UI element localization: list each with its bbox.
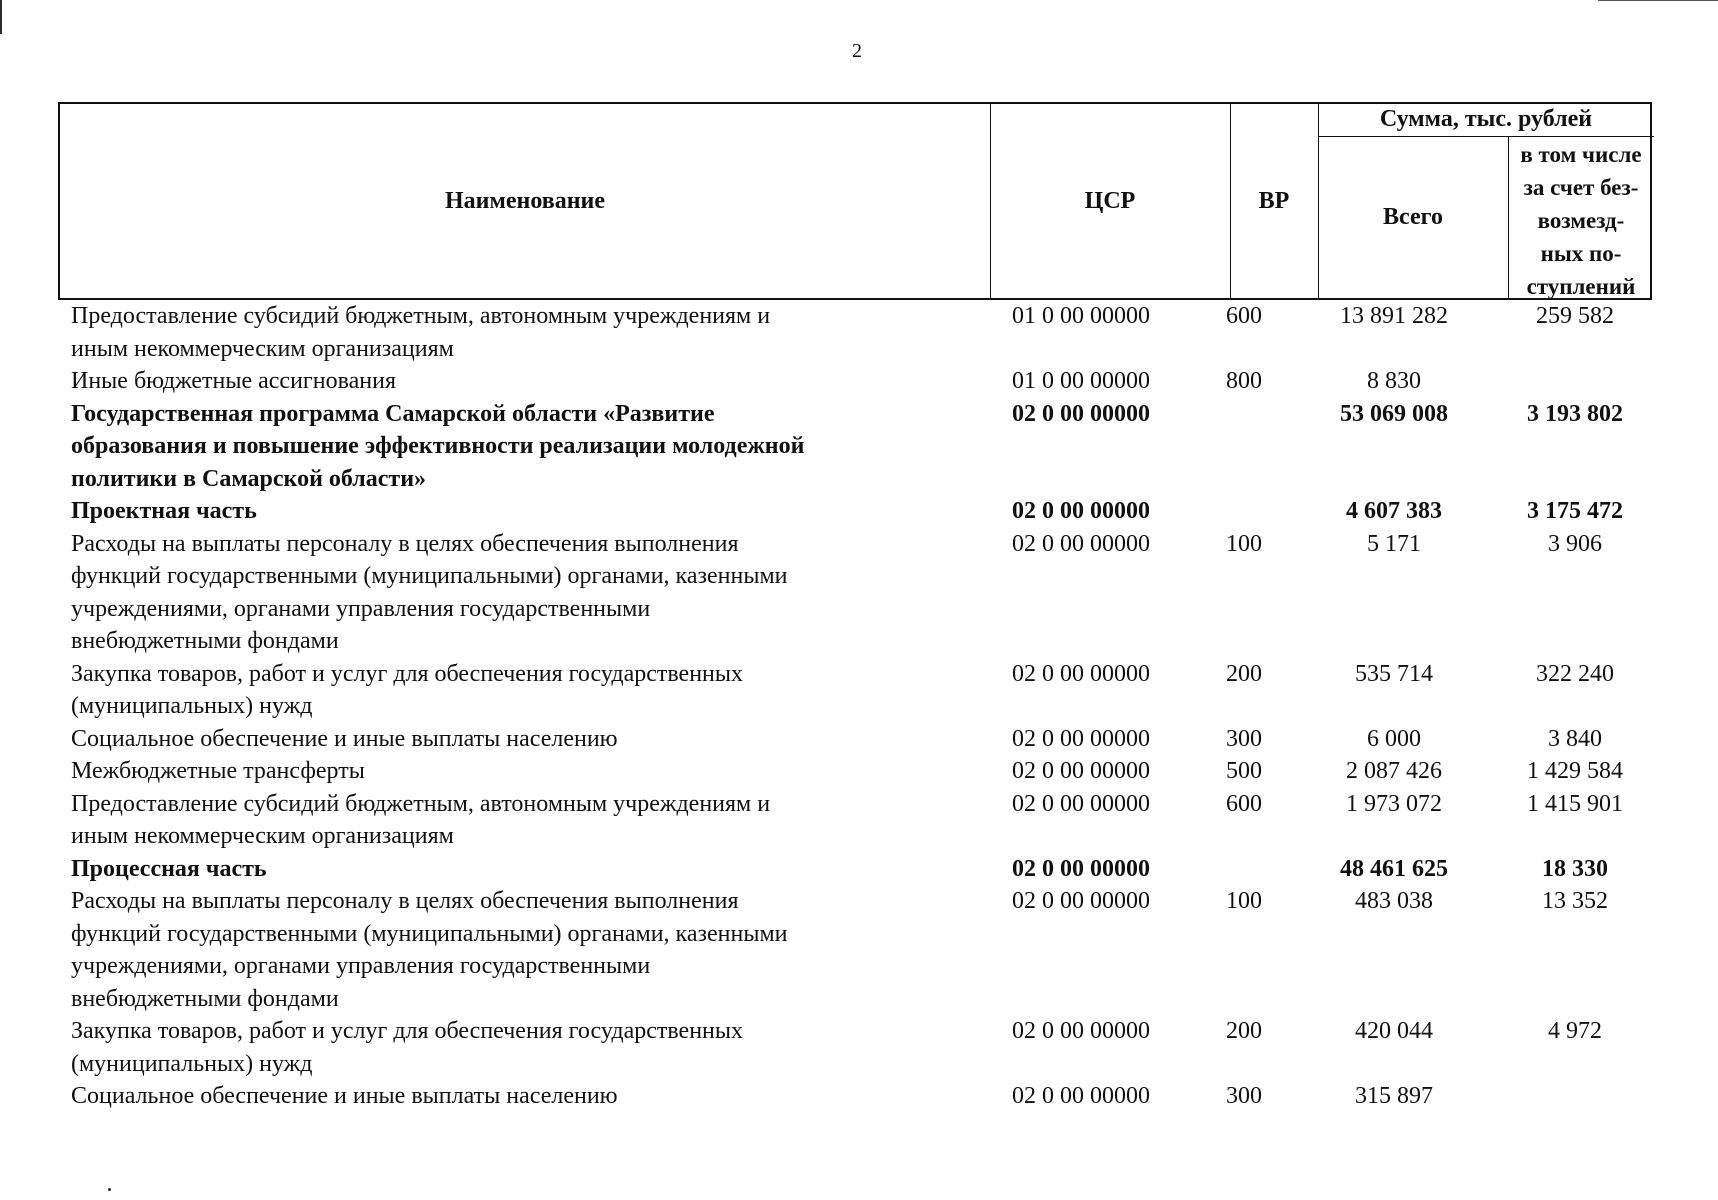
cell-vr: 200	[1226, 1018, 1262, 1044]
table-body	[58, 300, 1652, 1113]
cell-total: 315 897	[1355, 1083, 1433, 1109]
cell-vr: 200	[1226, 660, 1262, 687]
cell-name-line: функций государственными (муниципальными) органами, казенными	[71, 563, 788, 589]
cell-free: 259 582	[1536, 303, 1614, 329]
cell-name-line: Закупка товаров, работ и услуг для обеспечения государственных	[71, 660, 744, 687]
cell-name-line: иным некоммерческим организациям	[71, 335, 454, 362]
cell-total: 2 087 426	[1346, 758, 1442, 784]
cell-total: 8 830	[1367, 368, 1421, 394]
cell-total: 53 069 008	[1340, 400, 1448, 427]
cell-name-line: Процессная часть	[71, 855, 267, 882]
cell-name-line: Расходы на выплаты персоналу в целях обеспечения выполнения	[71, 888, 739, 914]
cell-total: 13 891 282	[1340, 303, 1448, 329]
cell-free: 4 972	[1548, 1018, 1602, 1044]
cell-name-line: функций государственными (муниципальными) органами, казенными	[71, 920, 788, 947]
cell-free: 18 330	[1542, 855, 1608, 882]
cell-total: 1 973 072	[1346, 790, 1442, 817]
cell-name-line: Межбюджетные трансферты	[71, 758, 365, 784]
cell-name-line: Государственная программа Самарской области «Развитие	[71, 400, 715, 427]
cell-name-line: Социальное обеспечение и иные выплаты населению	[71, 725, 618, 752]
header-vr: ВР	[1258, 188, 1290, 214]
cell-csr: 02 0 00 00000	[1012, 790, 1150, 817]
cell-name	[58, 495, 953, 528]
cell-csr: 02 0 00 00000	[1012, 660, 1150, 687]
cell-vr	[1189, 495, 1299, 528]
header-gratuitous-line: ных по-	[1540, 241, 1622, 266]
header-csr: ЦСР	[1084, 188, 1136, 214]
cell-total: 48 461 625	[1340, 855, 1448, 882]
cell-name	[58, 300, 953, 365]
cell-total: 5 171	[1367, 530, 1421, 557]
cell-free: 3 175 472	[1527, 498, 1623, 524]
table-row	[58, 853, 1652, 886]
table-row	[58, 495, 1652, 528]
table-row	[58, 788, 1652, 853]
cell-free	[1489, 365, 1661, 398]
cell-csr: 02 0 00 00000	[1012, 400, 1150, 427]
table-row	[58, 300, 1652, 365]
cell-csr: 02 0 00 00000	[1012, 855, 1150, 882]
page-number: 2	[852, 40, 862, 62]
header-gratuitous	[1508, 138, 1654, 303]
cell-csr: 01 0 00 00000	[1012, 368, 1150, 394]
table-row	[58, 528, 1652, 658]
header-gratuitous-line: возмезд-	[1537, 208, 1625, 233]
cell-vr: 600	[1226, 790, 1262, 817]
cell-free	[1489, 1080, 1661, 1113]
cell-name-line: Расходы на выплаты персоналу в целях обеспечения выполнения	[71, 530, 739, 557]
cell-name-line: Иные бюджетные ассигнования	[71, 368, 396, 394]
scan-speck	[108, 1188, 111, 1191]
cell-name-line: учреждениями, органами управления государственными	[71, 595, 651, 622]
cell-name-line: образования и повышение эффективности реализации молодежной	[71, 433, 805, 459]
table-row	[58, 1080, 1652, 1113]
cell-name-line: (муниципальных) нужд	[71, 1050, 313, 1077]
cell-name	[58, 1080, 953, 1113]
cell-csr: 01 0 00 00000	[1012, 303, 1150, 329]
cell-name	[58, 398, 953, 496]
table-row	[58, 658, 1652, 723]
cell-name-line: Проектная часть	[71, 498, 257, 524]
scan-edge-mark	[0, 0, 2, 34]
cell-total: 6 000	[1367, 725, 1421, 752]
cell-vr: 300	[1226, 1083, 1262, 1109]
cell-total: 420 044	[1355, 1018, 1433, 1044]
cell-name	[58, 365, 953, 398]
cell-vr: 500	[1226, 758, 1262, 784]
cell-free: 3 193 802	[1527, 400, 1623, 427]
cell-total: 4 607 383	[1346, 498, 1442, 524]
table-row	[58, 755, 1652, 788]
cell-vr: 100	[1226, 888, 1262, 914]
cell-total: 535 714	[1355, 660, 1433, 687]
cell-name-line: Предоставление субсидий бюджетным, автономным учреждениям и	[71, 790, 771, 817]
cell-name-line: иным некоммерческим организациям	[71, 823, 454, 849]
header-name: Наименование	[445, 188, 605, 214]
cell-csr: 02 0 00 00000	[1012, 758, 1150, 784]
cell-csr: 02 0 00 00000	[1012, 530, 1150, 557]
cell-name-line: (муниципальных) нужд	[71, 693, 313, 719]
cell-free: 3 906	[1548, 530, 1602, 557]
header-sum: Сумма, тыс. рублей	[1379, 106, 1593, 132]
cell-free: 322 240	[1536, 660, 1614, 687]
cell-vr: 600	[1226, 303, 1262, 329]
header-gratuitous-line: за счет без-	[1523, 175, 1639, 200]
header-divider	[1318, 104, 1319, 298]
cell-vr	[1189, 853, 1299, 886]
cell-csr: 02 0 00 00000	[1012, 498, 1150, 524]
cell-name	[58, 755, 953, 788]
cell-csr: 02 0 00 00000	[1012, 1083, 1150, 1109]
cell-name	[58, 853, 953, 886]
cell-name	[58, 885, 953, 1015]
cell-vr: 800	[1226, 368, 1262, 394]
cell-name	[58, 528, 953, 658]
cell-name	[58, 658, 953, 723]
cell-name-line: Социальное обеспечение и иные выплаты населению	[71, 1083, 618, 1109]
scan-edge-line	[1598, 0, 1718, 1]
cell-name-line: учреждениями, органами управления государственными	[71, 953, 651, 979]
cell-name-line: Закупка товаров, работ и услуг для обеспечения государственных	[71, 1018, 744, 1044]
cell-vr	[1189, 398, 1299, 496]
cell-name	[58, 723, 953, 756]
table-header	[58, 102, 1652, 300]
table-row	[58, 723, 1652, 756]
cell-free: 1 429 584	[1527, 758, 1623, 784]
cell-free: 1 415 901	[1527, 790, 1623, 817]
header-gratuitous-line: ступлений	[1526, 274, 1636, 299]
header-divider	[1318, 136, 1654, 137]
cell-total: 483 038	[1355, 888, 1433, 914]
cell-free: 13 352	[1542, 888, 1608, 914]
header-total: Всего	[1383, 204, 1443, 230]
cell-free: 3 840	[1548, 725, 1602, 752]
cell-name-line: Предоставление субсидий бюджетным, автономным учреждениям и	[71, 303, 771, 329]
cell-csr: 02 0 00 00000	[1012, 725, 1150, 752]
table-row	[58, 398, 1652, 496]
cell-name	[58, 788, 953, 853]
cell-name-line: внебюджетными фондами	[71, 985, 339, 1012]
cell-vr: 300	[1226, 725, 1262, 752]
header-gratuitous-line: в том числе	[1520, 142, 1642, 167]
cell-name-line: внебюджетными фондами	[71, 628, 339, 654]
table-row	[58, 1015, 1652, 1080]
cell-name-line: политики в Самарской области»	[71, 465, 427, 492]
table-row	[58, 885, 1652, 1015]
cell-name	[58, 1015, 953, 1080]
cell-csr: 02 0 00 00000	[1012, 888, 1150, 914]
cell-csr: 02 0 00 00000	[1012, 1018, 1150, 1044]
cell-vr: 100	[1226, 530, 1262, 557]
table-row	[58, 365, 1652, 398]
